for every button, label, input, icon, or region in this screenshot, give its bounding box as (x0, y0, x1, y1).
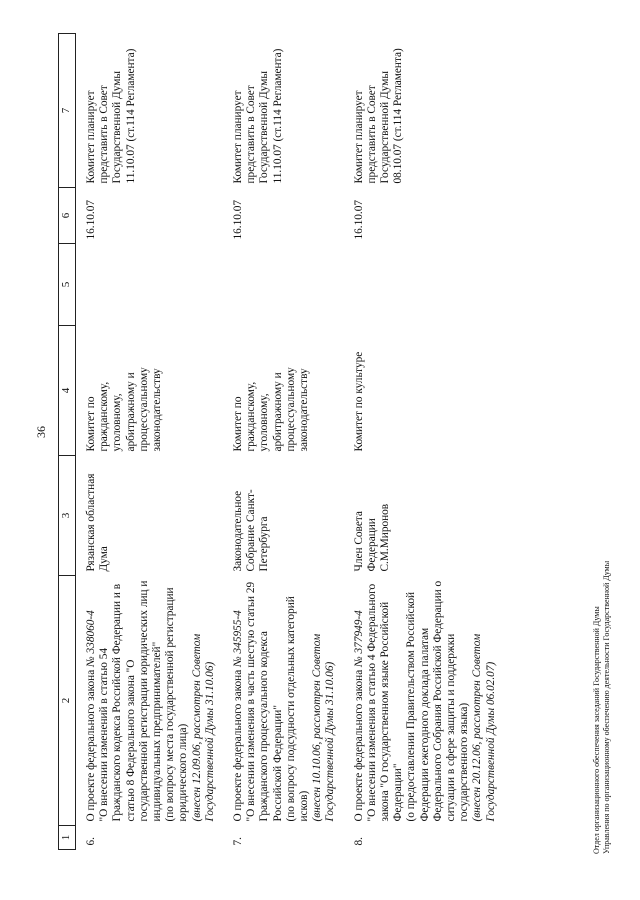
plan: Комитет планирует представить в Совет Государственной Думы 08.10.07 (ст.114 Регламента) (352, 48, 405, 184)
committee: Комитет по гражданскому, уголовному, арбитражному и процессуальному законодательству (85, 367, 164, 452)
bill-note: (по вопросу места государственной регистрации юридического лица) (164, 587, 190, 822)
bill-description (76, 576, 224, 826)
table-row (76, 34, 224, 850)
date: 16.10.07 (232, 199, 245, 240)
column-header: 4 (59, 326, 76, 456)
date: 16.10.07 (352, 199, 365, 240)
bill-lead: О проекте федерального закона (232, 669, 245, 822)
table-row (223, 34, 344, 850)
page-footer (592, 561, 612, 854)
column-header: 5 (59, 244, 76, 326)
plan: Комитет планирует представить в Совет Государственной Думы 11.10.07 (ст.114 Регламента) (85, 48, 137, 184)
bill-description (223, 576, 344, 826)
bill-number: № 377949-4 (352, 610, 365, 667)
date: 16.10.07 (85, 199, 97, 240)
plan: Комитет планирует представить в Совет Государственной Думы 11.10.07 (ст.114 Регламента) (232, 48, 284, 184)
table-header-row (59, 34, 76, 850)
bill-title: "О внесении изменения в статью 4 Федерального закона "О государственном языке Российской Федерации" (365, 583, 405, 822)
column-header: 3 (59, 456, 76, 576)
bill-lead: О проекте федерального закона (85, 669, 97, 822)
column-5-value (344, 244, 504, 326)
committee: Комитет по гражданскому, уголовному, арбитражному и процессуальному законодательству (232, 367, 311, 452)
bill-number: № 345955-4 (232, 610, 245, 667)
document-page (24, 34, 624, 874)
column-header: 7 (59, 34, 76, 188)
bill-introduced: (внесен 20.12.06, рассмотрен Советом Государственной Думы 06.02.07) (471, 633, 497, 822)
column-5-value (223, 244, 344, 326)
table-row (344, 34, 504, 850)
bill-number: № 338060-4 (85, 610, 97, 667)
bill-note: (о предоставлении Правительством Российской Федерации ежегодного доклада палатам Федерального Собрания Российской Федерации о ситуации в сфере защиты и поддержки государственного языка) (405, 580, 471, 822)
column-header: 6 (59, 188, 76, 244)
bills-table (58, 33, 504, 850)
column-5-value (76, 244, 224, 326)
initiator: Законодательное Собрание Санкт-Петербурга (232, 489, 271, 572)
bill-note: (по вопросу подсудности отдельных категорий исков) (284, 596, 311, 822)
bill-introduced: (внесен 10.10.06, рассмотрен Советом Государственной Думы 31.10.06) (311, 633, 337, 822)
initiator: Рязанская областная Дума (85, 473, 111, 572)
row-number: 6. (85, 837, 97, 846)
row-number: 8. (352, 837, 365, 846)
bill-introduced: (внесен 12.09.06, рассмотрен Советом Государственной Думы 31.10.06) (190, 633, 216, 822)
row-number: 7. (232, 837, 245, 846)
bill-description (344, 576, 504, 826)
footer-line: Управления по организационному обеспечению деятельности Государственной Думы (602, 560, 611, 854)
column-header: 2 (59, 576, 76, 826)
bill-lead: О проекте федерального закона (352, 669, 365, 822)
page-number: 36 (34, 426, 48, 438)
column-header: 1 (59, 826, 76, 850)
bill-title: "О внесении изменения в часть шестую статьи 29 Гражданского процессуального кодекса Российской Федерации" (245, 581, 284, 822)
footer-line: Отдел организационного обеспечения заседаний Государственной Думы (592, 606, 601, 854)
bill-title: "О внесении изменений в статью 54 Гражданского кодекса Российской Федерации и в статью 8 Федерального закона "О государственной регистрации юридических лиц и индивидуальных предпринимателей" (98, 580, 164, 822)
initiator: Член Совета Федерации С.М.Миронов (352, 503, 392, 572)
committee: Комитет по культуре (352, 351, 365, 452)
